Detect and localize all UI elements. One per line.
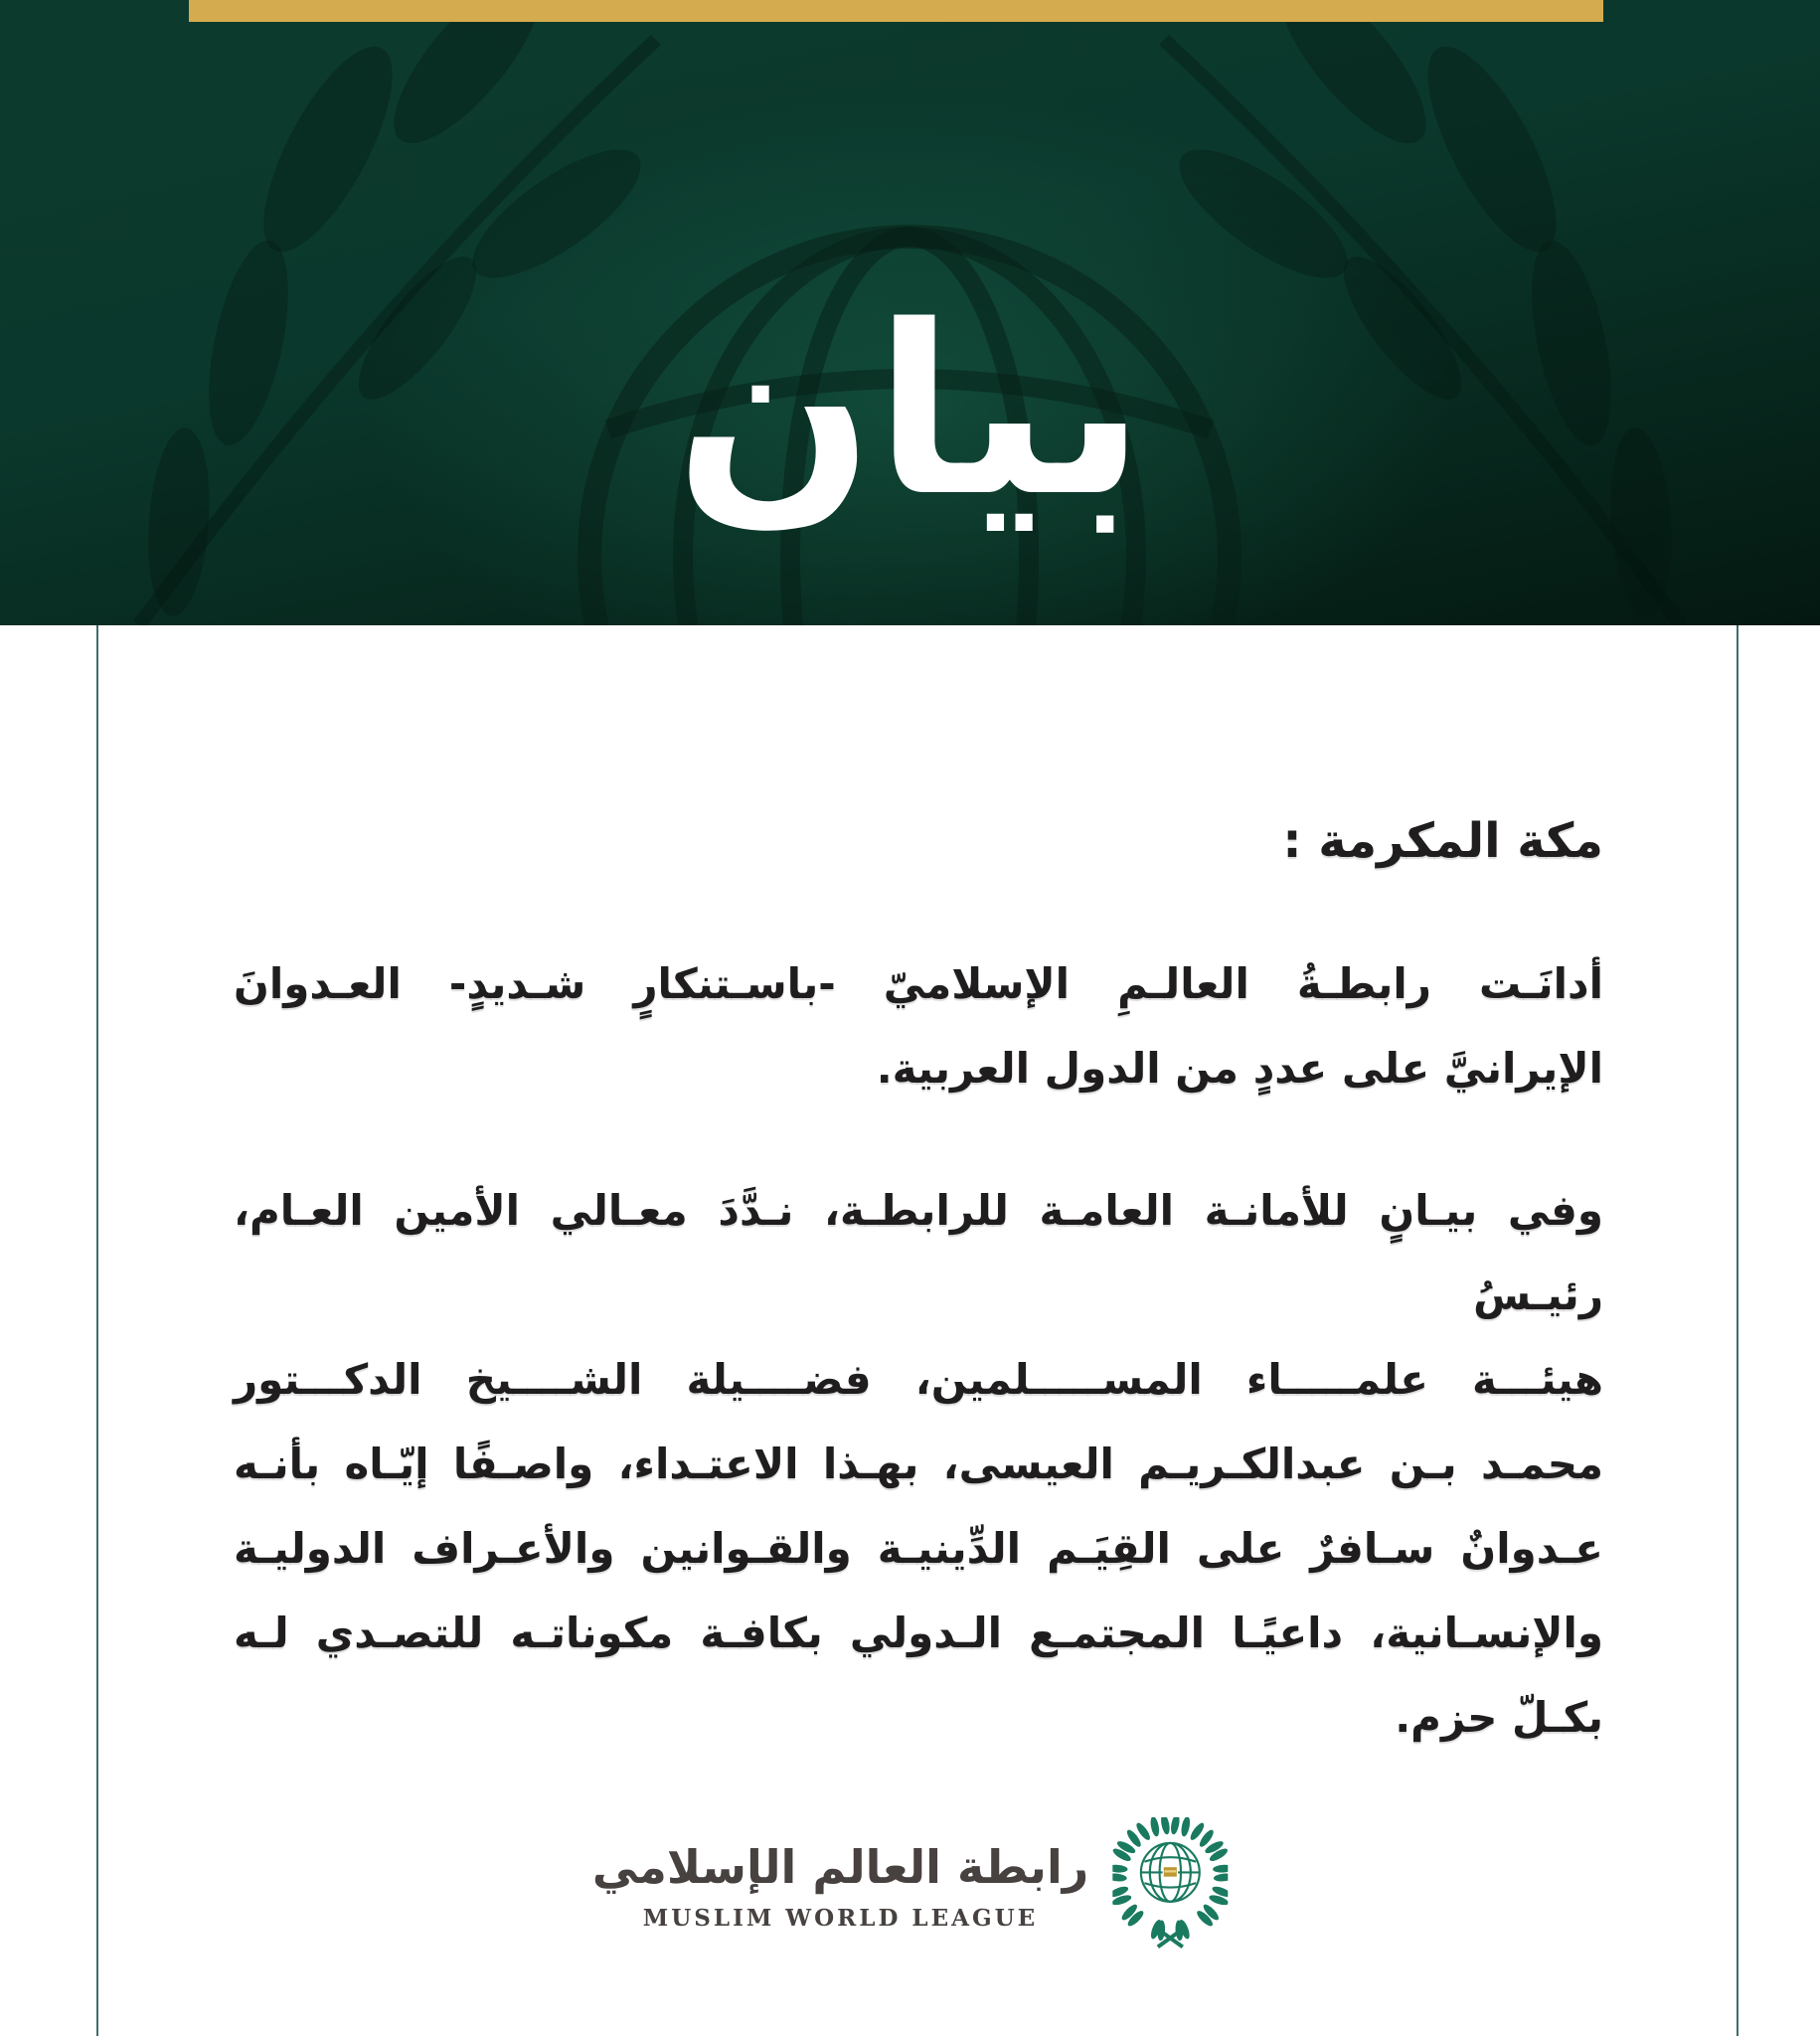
sheet-border-right [1737, 625, 1738, 2036]
sheet-border-left [96, 625, 98, 2036]
logo-arabic-calligraphy: رابطة العالم الإسلامي [591, 1840, 1089, 1895]
location-heading: مكة المكرمة : [1282, 813, 1603, 869]
text-line: عـدوانٌ سـافرٌ على القِيَـم الدِّينيـة والقـوانين والأعـراف الدوليـة [234, 1524, 1603, 1573]
text-line: والإنسـانية، داعيًـا المجتمـع الـدولي بكافـة مكوناتـه للتصـدي لـه [234, 1609, 1603, 1657]
header-banner [0, 0, 1820, 625]
laurel-wreath [1112, 1817, 1228, 1947]
gold-accent-bar [189, 0, 1603, 22]
paragraph-condemnation [234, 941, 1603, 1110]
globe-wreath-emblem-icon [1112, 1817, 1228, 1951]
logo-english-name: MUSLIM WORLD LEAGUE [642, 1904, 1039, 1932]
kaaba-icon [1163, 1867, 1177, 1878]
text-line: أدانَـت رابطـةُ العالـمِ الإسلاميّ -باسـتنكارٍ شـديدٍ- العـدوانَ [234, 959, 1603, 1008]
paragraph-secretary-general [234, 1168, 1603, 1760]
text-line: هيئـــة علمـــــاء المســـــلمين، فضــــيلة الشــــيخ الدكـــتور [234, 1355, 1603, 1404]
text-line: بكـلّ حزم. [1395, 1693, 1603, 1742]
logo-text-column [592, 1836, 1088, 1931]
text-line: محمـد بـن عبدالكـريـم العيسى، بهـذا الاعتـداء، واصـفًا إيّـاه بأنـه [234, 1440, 1603, 1488]
bayan-calligraphy-title: بيان [675, 276, 1145, 548]
muslim-world-league-logo [592, 1817, 1228, 1951]
statement-body [234, 625, 1603, 1760]
text-line: الإيرانيَّ على عددٍ من الدول العربية. [876, 1044, 1603, 1093]
text-line: وفي بيـانٍ للأمانـة العامـة للرابطـة، نـدَّدَ معـالي الأمين العـام، رئيـسُ [234, 1186, 1603, 1319]
